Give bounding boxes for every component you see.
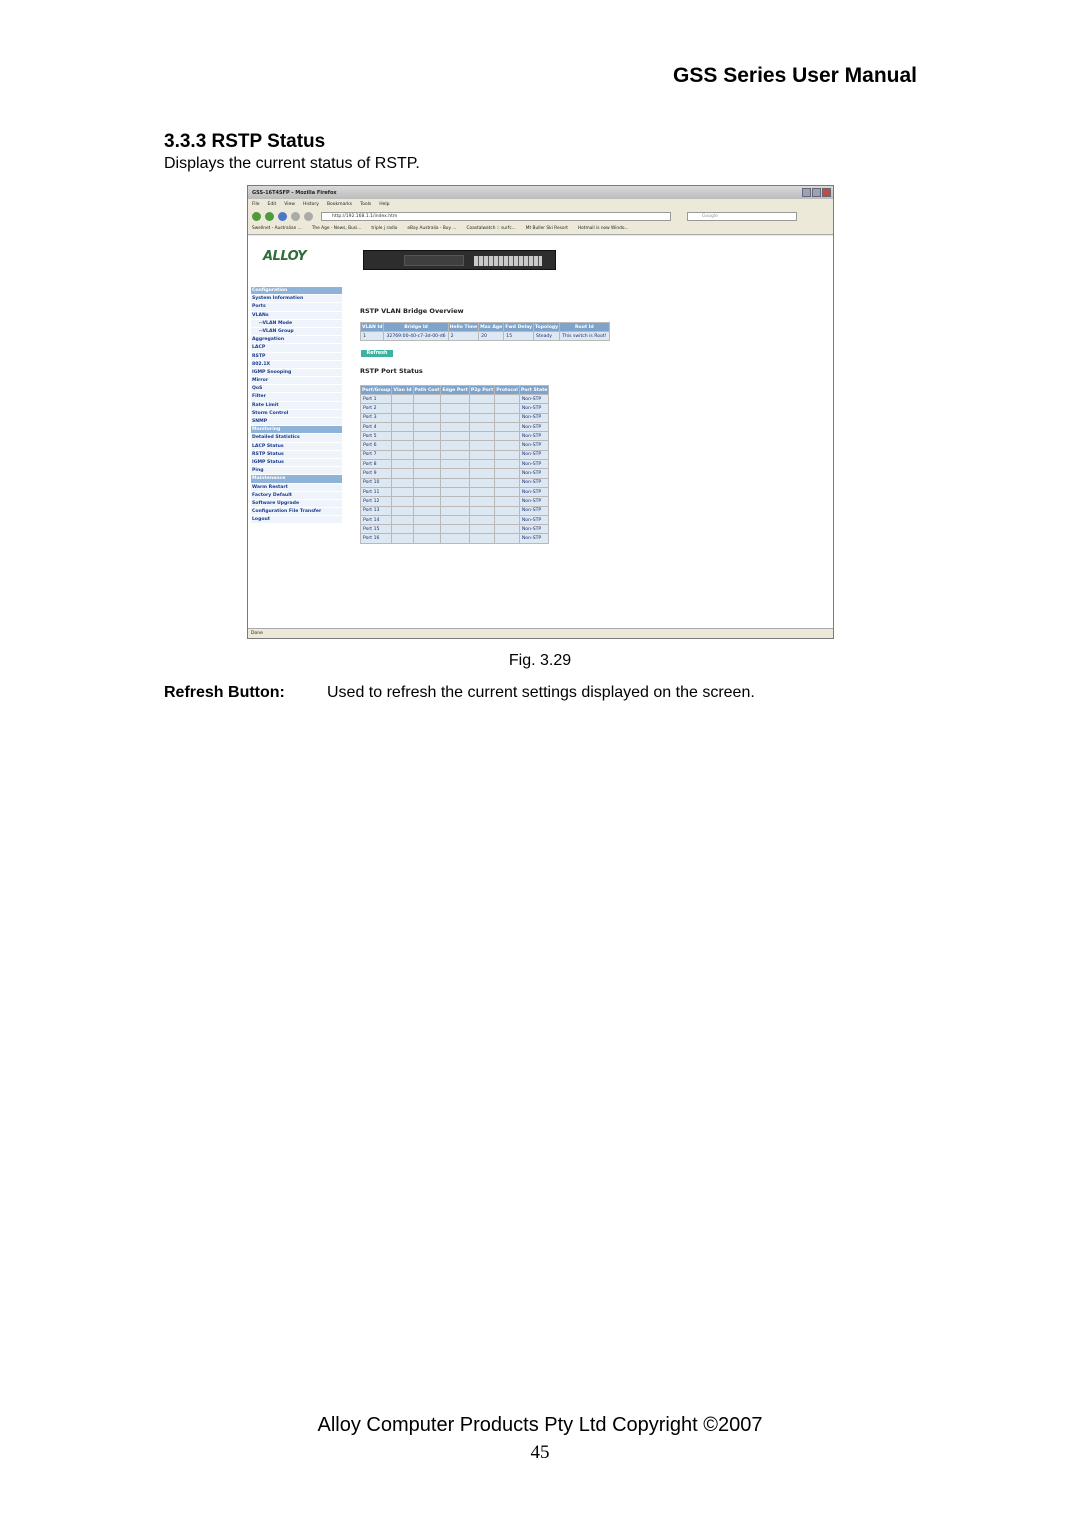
table-cell: Port 3 <box>361 414 391 422</box>
window-controls <box>802 188 831 197</box>
bookmark-link[interactable]: The Age - News, Busi... <box>311 226 362 231</box>
table-cell <box>392 479 412 487</box>
table-cell: Port 9 <box>361 469 391 477</box>
column-header: Fwd Delay <box>505 324 533 330</box>
definition-body: Used to refresh the current settings displayed on the screen. <box>327 684 755 701</box>
table-row <box>361 516 548 524</box>
table-cell <box>414 460 441 468</box>
table-cell <box>495 469 519 477</box>
minimize-icon[interactable] <box>802 188 811 197</box>
table-row <box>361 525 548 533</box>
table-cell <box>470 488 494 496</box>
table-cell <box>392 460 412 468</box>
bookmark-link[interactable]: Mt Buller Ski Resort <box>525 226 568 231</box>
table-cell <box>414 432 441 440</box>
table-cell <box>441 479 468 487</box>
table-cell <box>495 488 519 496</box>
table-cell: Non-STP <box>520 414 549 422</box>
table-cell <box>414 525 441 533</box>
bridge-overview-table <box>360 322 610 341</box>
table-cell <box>470 497 494 505</box>
table-cell: Non-STP <box>520 469 549 477</box>
sidebar-item[interactable]: Detailed Statistics <box>251 434 342 442</box>
table-cell: Port 4 <box>361 423 391 431</box>
table-cell: 15 <box>504 332 533 340</box>
table-cell <box>392 516 412 524</box>
table-cell <box>495 507 519 515</box>
sidebar-item[interactable]: System Information <box>251 295 342 303</box>
table-cell: Non-STP <box>520 507 549 515</box>
column-header: VLAN Id <box>362 324 383 330</box>
sidebar-item[interactable]: IGMP Status <box>251 459 342 467</box>
table-cell <box>392 534 412 542</box>
table-cell <box>470 507 494 515</box>
table-cell <box>392 507 412 515</box>
sidebar-item[interactable]: LACP <box>251 344 342 352</box>
table-row <box>361 395 548 403</box>
table-cell <box>441 451 468 459</box>
table-cell <box>470 423 494 431</box>
table-header-row <box>361 323 609 331</box>
section-title: 3.3.3 RSTP Status <box>164 131 326 152</box>
switch-front-panel-image <box>363 250 556 270</box>
table-cell: 20 <box>479 332 503 340</box>
refresh-button[interactable]: Refresh <box>361 350 393 357</box>
table-cell: Non-STP <box>520 534 549 542</box>
sidebar-section-header: Monitoring <box>251 426 342 434</box>
sidebar-item[interactable]: Storm Control <box>251 410 342 418</box>
table-cell: Non-STP <box>520 525 549 533</box>
column-header: Vlan Id <box>393 387 412 393</box>
column-header: Root Id <box>560 323 608 331</box>
menu-item[interactable]: View <box>284 201 295 207</box>
table-cell: Non-STP <box>520 432 549 440</box>
table-cell: Non-STP <box>520 451 549 459</box>
table-cell <box>470 414 494 422</box>
table-row <box>361 441 548 449</box>
table-cell: Non-STP <box>520 488 549 496</box>
sidebar-item[interactable]: Rate Limit <box>251 402 342 410</box>
table-row <box>361 414 548 422</box>
table-cell <box>414 404 441 412</box>
table-cell: Port 14 <box>361 516 391 524</box>
url-input[interactable]: http://192.168.1.1/index.htm <box>321 212 671 221</box>
search-input[interactable]: Google <box>687 212 797 221</box>
overview-heading: RSTP VLAN Bridge Overview <box>360 307 464 315</box>
table-cell <box>495 516 519 524</box>
bookmark-link[interactable]: Swellnet - Australian ... <box>252 226 302 231</box>
close-icon[interactable] <box>822 188 831 197</box>
table-cell: Non-STP <box>520 497 549 505</box>
table-cell <box>495 451 519 459</box>
table-cell <box>495 432 519 440</box>
table-cell: 1 <box>361 332 383 340</box>
column-header: Bridge Id <box>384 323 447 331</box>
menu-item[interactable]: History <box>302 201 319 207</box>
table-cell <box>414 479 441 487</box>
sidebar-item[interactable]: Configuration File Transfer <box>251 508 342 516</box>
bookmark-link[interactable]: triple j radio <box>371 226 398 231</box>
table-cell <box>441 441 468 449</box>
table-cell <box>495 441 519 449</box>
sidebar-item[interactable]: RSTP Status <box>251 451 342 459</box>
section-description: Displays the current status of RSTP. <box>164 155 420 172</box>
table-cell <box>441 507 468 515</box>
sidebar-item[interactable]: Ping <box>251 467 342 475</box>
column-header: Port State <box>520 387 548 393</box>
table-cell: 2 <box>449 332 478 340</box>
table-cell <box>414 469 441 477</box>
table-cell <box>495 460 519 468</box>
table-cell <box>441 516 468 524</box>
table-cell: Port 16 <box>361 534 391 542</box>
table-cell <box>470 460 494 468</box>
table-cell <box>392 525 412 533</box>
table-cell: Non-STP <box>520 516 549 524</box>
table-cell <box>392 451 412 459</box>
table-cell: Port 5 <box>361 432 391 440</box>
sidebar-section-header: Configuration <box>251 287 342 295</box>
manual-title: GSS Series User Manual <box>673 64 917 87</box>
sidebar-item[interactable]: RSTP <box>251 353 342 361</box>
column-header: Hello Time <box>449 324 478 330</box>
page-content <box>248 236 833 629</box>
table-cell <box>441 469 468 477</box>
column-header: Max Age <box>480 324 503 330</box>
sidebar-menu <box>251 287 342 524</box>
table-cell <box>414 414 441 422</box>
menu-item[interactable]: Bookmarks <box>326 201 353 207</box>
table-cell <box>470 469 494 477</box>
column-header: Path Cost <box>414 387 440 393</box>
table-cell <box>414 488 441 496</box>
table-cell <box>392 488 412 496</box>
sidebar-item[interactable]: Filter <box>251 393 342 401</box>
menu-item[interactable]: Tools <box>360 201 372 207</box>
menu-item[interactable]: Edit <box>267 201 277 207</box>
column-header: Port/Group <box>362 387 391 393</box>
browser-titlebar <box>248 186 833 199</box>
sidebar-item[interactable]: Aggregation <box>251 336 342 344</box>
table-cell <box>441 395 468 403</box>
table-cell <box>414 497 441 505</box>
sidebar-item[interactable]: Ports <box>251 303 342 311</box>
menu-item[interactable]: File <box>252 201 260 207</box>
home-icon[interactable] <box>304 212 313 221</box>
table-row <box>361 534 548 542</box>
table-row <box>361 507 548 515</box>
table-cell <box>392 414 412 422</box>
table-cell: Port 15 <box>361 525 391 533</box>
bookmark-link[interactable]: Hotmail is now Windo... <box>577 226 629 231</box>
table-row <box>361 488 548 496</box>
switch-panel-shape <box>404 255 464 266</box>
sidebar-item[interactable]: LACP Status <box>251 443 342 451</box>
table-cell <box>414 423 441 431</box>
menu-item[interactable]: Help <box>379 201 390 207</box>
table-cell: Port 10 <box>361 479 391 487</box>
table-cell <box>441 460 468 468</box>
sidebar-item[interactable]: --VLAN Group <box>251 328 342 336</box>
column-header: Protocol <box>496 387 518 393</box>
table-cell: Port 6 <box>361 441 391 449</box>
sidebar-item[interactable]: 802.1X <box>251 361 342 369</box>
stop-icon[interactable] <box>291 212 300 221</box>
sidebar-item[interactable]: SNMP <box>251 418 342 426</box>
column-header: P2p Port <box>470 387 494 393</box>
table-cell <box>441 414 468 422</box>
sidebar-item[interactable]: QoS <box>251 385 342 393</box>
table-cell <box>441 534 468 542</box>
sidebar-item[interactable]: VLANs <box>251 312 342 320</box>
bookmarks-bar <box>248 223 833 235</box>
table-cell <box>441 432 468 440</box>
table-cell: Steady <box>534 332 559 340</box>
table-cell <box>441 525 468 533</box>
column-header: Topology <box>535 324 559 330</box>
footer-copyright: Alloy Computer Products Pty Ltd Copyright ©2007 <box>317 1414 763 1436</box>
table-row <box>361 451 548 459</box>
table-cell <box>495 525 519 533</box>
table-cell <box>392 423 412 431</box>
table-cell <box>495 423 519 431</box>
definition-term: Refresh Button: <box>164 684 285 701</box>
figure-caption: Fig. 3.29 <box>508 652 572 669</box>
table-cell <box>495 395 519 403</box>
sidebar-section-header: Maintenance <box>251 475 342 483</box>
table-row <box>361 469 548 477</box>
table-cell: This switch is Root! <box>562 333 607 339</box>
table-cell <box>392 432 412 440</box>
sidebar-item[interactable]: Mirror <box>251 377 342 385</box>
table-cell: Port 7 <box>361 451 391 459</box>
window-title: GSS-16T4SFP - Mozilla Firefox <box>252 189 337 196</box>
table-cell <box>495 497 519 505</box>
browser-statusbar: Done <box>248 628 833 638</box>
table-cell <box>470 404 494 412</box>
table-cell <box>441 488 468 496</box>
table-cell: Port 2 <box>361 404 391 412</box>
table-cell <box>392 497 412 505</box>
table-cell: Port 12 <box>361 497 391 505</box>
table-cell: Non-STP <box>520 441 549 449</box>
table-cell: Non-STP <box>520 423 549 431</box>
sidebar-item[interactable]: Warm Restart <box>251 484 342 492</box>
table-cell: Port 13 <box>361 507 391 515</box>
table-cell <box>392 395 412 403</box>
bookmark-link[interactable]: Coastalwatch :: surfc... <box>466 226 516 231</box>
table-cell <box>470 432 494 440</box>
table-row <box>361 497 548 505</box>
table-cell: Non-STP <box>520 460 549 468</box>
table-cell <box>495 404 519 412</box>
browser-menubar <box>248 199 833 209</box>
table-row <box>361 423 548 431</box>
maximize-icon[interactable] <box>812 188 821 197</box>
table-row <box>361 432 548 440</box>
table-cell <box>495 534 519 542</box>
port-status-heading: RSTP Port Status <box>360 367 423 375</box>
table-row <box>361 460 548 468</box>
back-arrow-icon[interactable] <box>252 212 261 221</box>
table-row <box>361 332 609 340</box>
browser-navbar <box>248 209 833 223</box>
table-cell <box>470 395 494 403</box>
table-cell <box>414 516 441 524</box>
forward-arrow-icon[interactable] <box>265 212 274 221</box>
sidebar-item[interactable]: Factory Default <box>251 492 342 500</box>
column-header: Edge Port <box>442 387 468 393</box>
sidebar-item[interactable]: Software Upgrade <box>251 500 342 508</box>
table-cell <box>470 451 494 459</box>
table-cell <box>441 404 468 412</box>
port-status-table <box>360 385 549 544</box>
page-number: 45 <box>530 1442 550 1463</box>
sidebar-item[interactable]: IGMP Snooping <box>251 369 342 377</box>
table-cell: 32769:00-40-c7-3d-00-d6 <box>386 333 446 339</box>
table-cell: Port 11 <box>361 488 391 496</box>
table-header-row <box>361 386 548 394</box>
table-cell <box>414 441 441 449</box>
table-cell <box>495 414 519 422</box>
table-row <box>361 404 548 412</box>
table-cell <box>414 395 441 403</box>
alloy-logo: ALLOY <box>263 249 307 264</box>
table-cell <box>414 451 441 459</box>
table-cell <box>392 469 412 477</box>
table-cell <box>392 441 412 449</box>
table-cell <box>414 534 441 542</box>
table-cell <box>470 534 494 542</box>
bookmark-link[interactable]: eBay Australia - Buy ... <box>407 226 457 231</box>
table-cell <box>470 441 494 449</box>
table-cell <box>414 507 441 515</box>
sidebar-item[interactable]: --VLAN Mode <box>251 320 342 328</box>
reload-icon[interactable] <box>278 212 287 221</box>
table-cell <box>470 479 494 487</box>
sidebar-item[interactable]: Logout <box>251 516 342 524</box>
table-cell: Port 8 <box>361 460 391 468</box>
table-cell <box>495 479 519 487</box>
table-row <box>361 479 548 487</box>
table-cell: Non-STP <box>520 479 549 487</box>
table-cell <box>470 525 494 533</box>
table-cell <box>392 404 412 412</box>
table-cell <box>441 423 468 431</box>
table-cell: Non-STP <box>520 395 549 403</box>
table-cell <box>441 497 468 505</box>
browser-screenshot <box>247 185 834 639</box>
table-cell: Port 1 <box>361 395 391 403</box>
table-cell <box>470 516 494 524</box>
table-cell: Non-STP <box>520 404 549 412</box>
switch-ports-shape <box>474 256 542 266</box>
